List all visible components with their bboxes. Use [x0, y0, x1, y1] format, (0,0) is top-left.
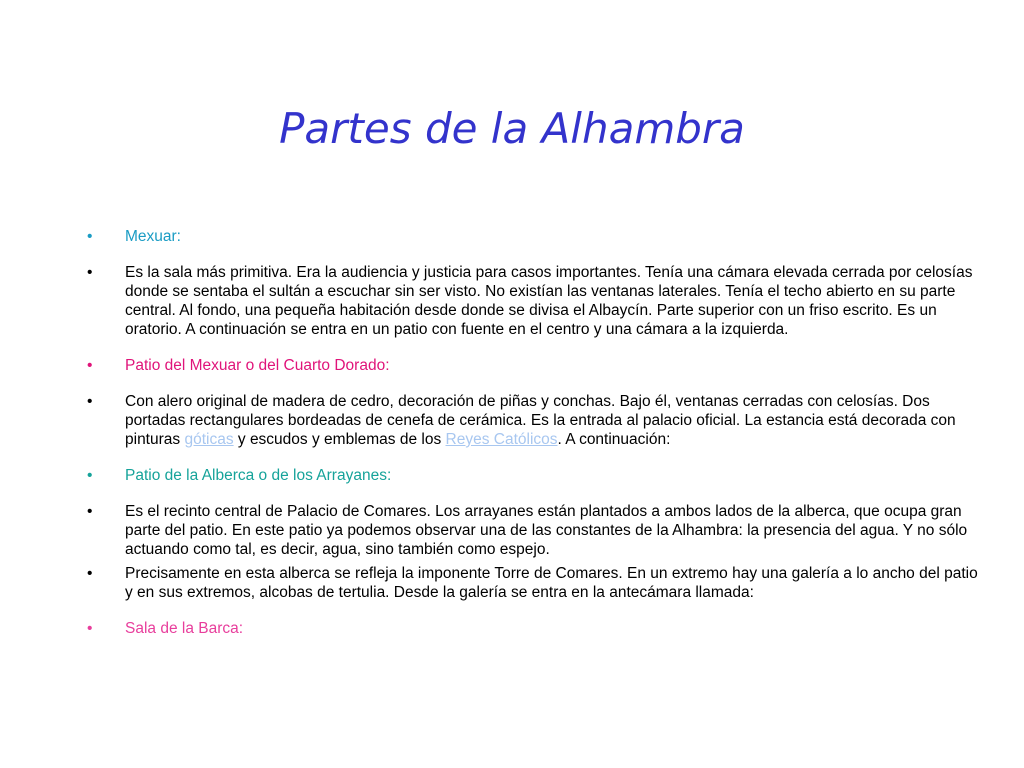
- paragraph-text: Es el recinto central de Palacio de Comares. Los arrayanes están plantados a ambos lados de la alberca, que ocupa gran parte del patio. En este patio ya podemos observar una de las constantes de la Alhambra: la presencia del agua. Y no sólo actuando como tal, es decir, agua, sino también como espejo.: [125, 503, 968, 558]
- bullet-marker: •: [87, 467, 93, 484]
- bullet-marker: •: [87, 357, 93, 374]
- bullet-heading-patio-alberca: [87, 466, 987, 485]
- link-reyes-catolicos[interactable]: Reyes Católicos: [445, 431, 558, 448]
- paragraph-text-end: . A continuación:: [557, 431, 671, 448]
- bullet-marker: •: [87, 393, 93, 410]
- paragraph-text: Es la sala más primitiva. Era la audiencia y justicia para casos importantes. Tenía una cámara elevada cerrada por celosías donde se sentaba el sultán a escuchar sin ser visto. No existían las ventanas laterales. Tenía el techo abierto en su parte central. Al fondo, una pequeña habitación desde donde se divisa el Albaycín. Parte superior con un friso escrito. Es un oratorio. A continuación se entra en un patio con fuente en el centro y una cámara a la izquierda.: [125, 264, 973, 338]
- link-goticas[interactable]: góticas: [184, 431, 234, 448]
- bullet-marker: •: [87, 620, 93, 637]
- heading-text: Patio del Mexuar o del Cuarto Dorado:: [125, 357, 390, 374]
- paragraph-text-middle: y escudos y emblemas de los: [233, 431, 446, 448]
- heading-text: Patio de la Alberca o de los Arrayanes:: [125, 467, 392, 484]
- bullet-heading-sala-barca: [87, 619, 987, 638]
- slide-title: Partes de la Alhambra: [279, 104, 745, 153]
- bullet-paragraph-patio-alberca: [87, 502, 987, 559]
- bullet-paragraph-torre-comares: [87, 564, 987, 602]
- bullet-heading-patio-mexuar: [87, 356, 987, 375]
- bullet-marker: •: [87, 503, 93, 520]
- bullet-list: [87, 227, 987, 655]
- bullet-paragraph-mexuar: [87, 263, 987, 339]
- bullet-heading-mexuar: [87, 227, 987, 246]
- paragraph-text-start: Con alero original de madera de cedro, decoración de piñas y conchas. Bajo él, ventanas cerradas con celosías. Dos portadas rectangulares bordeadas de cenefa de cerámica. Es la entrada al palacio oficial. La estancia está decorada con pinturas: [125, 393, 956, 448]
- heading-text: Sala de la Barca:: [125, 620, 244, 637]
- paragraph-text: Precisamente en esta alberca se refleja la imponente Torre de Comares. En un extremo hay una galería a lo ancho del patio y en sus extremos, alcobas de tertulia. Desde la galería se entra en la antecámara llamada:: [125, 565, 978, 601]
- bullet-marker: •: [87, 228, 93, 245]
- bullet-marker: •: [87, 264, 93, 281]
- heading-text: Mexuar:: [125, 228, 181, 245]
- bullet-marker: •: [87, 565, 93, 582]
- bullet-paragraph-patio-mexuar: [87, 392, 987, 449]
